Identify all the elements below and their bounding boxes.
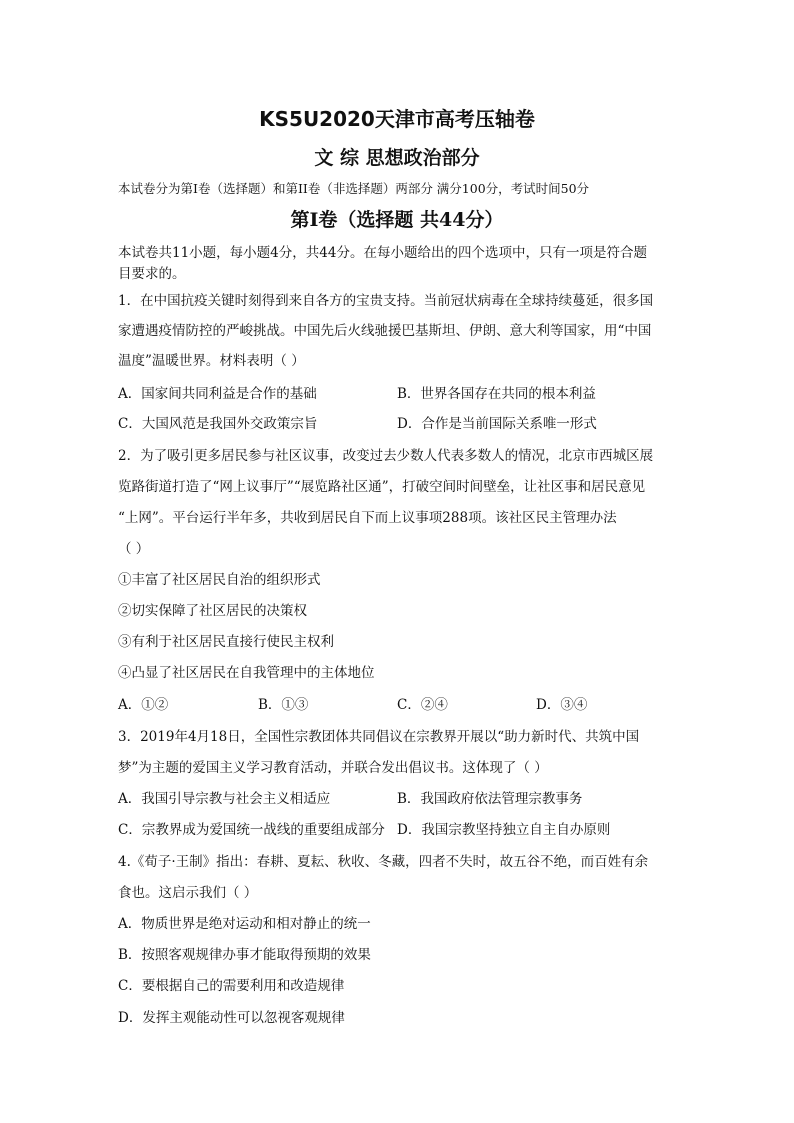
q2-item-1: ①丰富了社区居民自治的组织形式 (118, 572, 321, 588)
q2-item-4: ④凸显了社区居民在自我管理中的主体地位 (118, 665, 375, 681)
q3-option-d: D．我国宗教坚持独立自主自办原则 (397, 822, 611, 838)
exam-title: KS5U2020天津市高考压轴卷 (259, 107, 535, 131)
q2-option-c: C．②④ (397, 697, 448, 713)
q4-option-b: B．按照客观规律办事才能取得预期的效果 (118, 947, 371, 963)
q3-stem-line: 3．2019年4月18日，全国性宗教团体共同倡议在宗教界开展以“助力新时代、共筑中国 (118, 729, 640, 745)
q1-option-b: B．世界各国存在共同的根本利益 (397, 386, 596, 402)
q4-option-c: C．要根据自己的需要利用和改造规律 (118, 978, 345, 994)
q4-option-d: D．发挥主观能动性可以忽视客观规律 (118, 1010, 345, 1026)
exam-info: 本试卷分为第I卷（选择题）和第II卷（非选择题）两部分 满分100分，考试时间50分 (118, 181, 590, 196)
q2-stem-line: “上网”。平台运行半年多，共收到居民自下而上议事项288项。该社区民主管理办法 (118, 510, 617, 526)
q2-option-b: B．①③ (258, 697, 309, 713)
section-title: 第I卷（选择题 共44分） (290, 209, 504, 231)
q3-option-c: C．宗教界成为爱国统一战线的重要组成部分 (118, 822, 385, 838)
q2-stem-line: 2．为了吸引更多居民参与社区议事，改变过去少数人代表多数人的情况，北京市西城区展 (118, 448, 654, 464)
q2-item-2: ②切实保障了社区居民的决策权 (118, 603, 307, 619)
q1-option-c: C．大国风范是我国外交政策宗旨 (118, 416, 318, 432)
q1-option-a: A．国家间共同利益是合作的基础 (118, 386, 317, 402)
q1-stem-line: 1．在中国抗疫关键时刻得到来自各方的宝贵支持。当前冠状病毒在全球持续蔓延，很多国 (118, 293, 654, 309)
q1-option-d: D．合作是当前国际关系唯一形式 (397, 416, 597, 432)
q2-stem-line: （ ） (118, 541, 150, 557)
q1-stem-line: 家遭遇疫情防控的严峻挑战。中国先后火线驰援巴基斯坦、伊朗、意大利等国家，用“中国 (118, 323, 652, 339)
q2-option-d: D．③④ (536, 697, 588, 713)
q3-option-b: B．我国政府依法管理宗教事务 (397, 791, 583, 807)
exam-subtitle: 文 综 思想政治部分 (314, 147, 480, 169)
q2-stem-line: 览路街道打造了“网上议事厅”“展览路社区通”，打破空间时间壁垒，让社区事和居民意见 (118, 479, 646, 495)
section-intro-line: 目要求的。 (118, 266, 186, 282)
q3-option-a: A．我国引导宗教与社会主义相适应 (118, 791, 331, 807)
q2-option-a: A．①② (118, 697, 169, 713)
q4-stem-line: 食也。这启示我们（ ） (118, 885, 258, 901)
q3-stem-line: 梦”为主题的爱国主义学习教育活动，并联合发出倡议书。这体现了（ ） (118, 760, 548, 776)
q4-option-a: A．物质世界是绝对运动和相对静止的统一 (118, 916, 371, 932)
q4-stem-line: 4.《荀子·王制》指出：春耕、夏耘、秋收、冬藏，四者不失时，故五谷不绝，而百姓有余 (118, 854, 649, 870)
section-intro-line: 本试卷共11小题，每小题4分，共44分。在每小题给出的四个选项中，只有一项是符合题 (118, 245, 647, 261)
q1-stem-line: 温度”温暖世界。材料表明（ ） (118, 353, 305, 369)
q2-item-3: ③有利于社区居民直接行使民主权利 (118, 634, 334, 650)
